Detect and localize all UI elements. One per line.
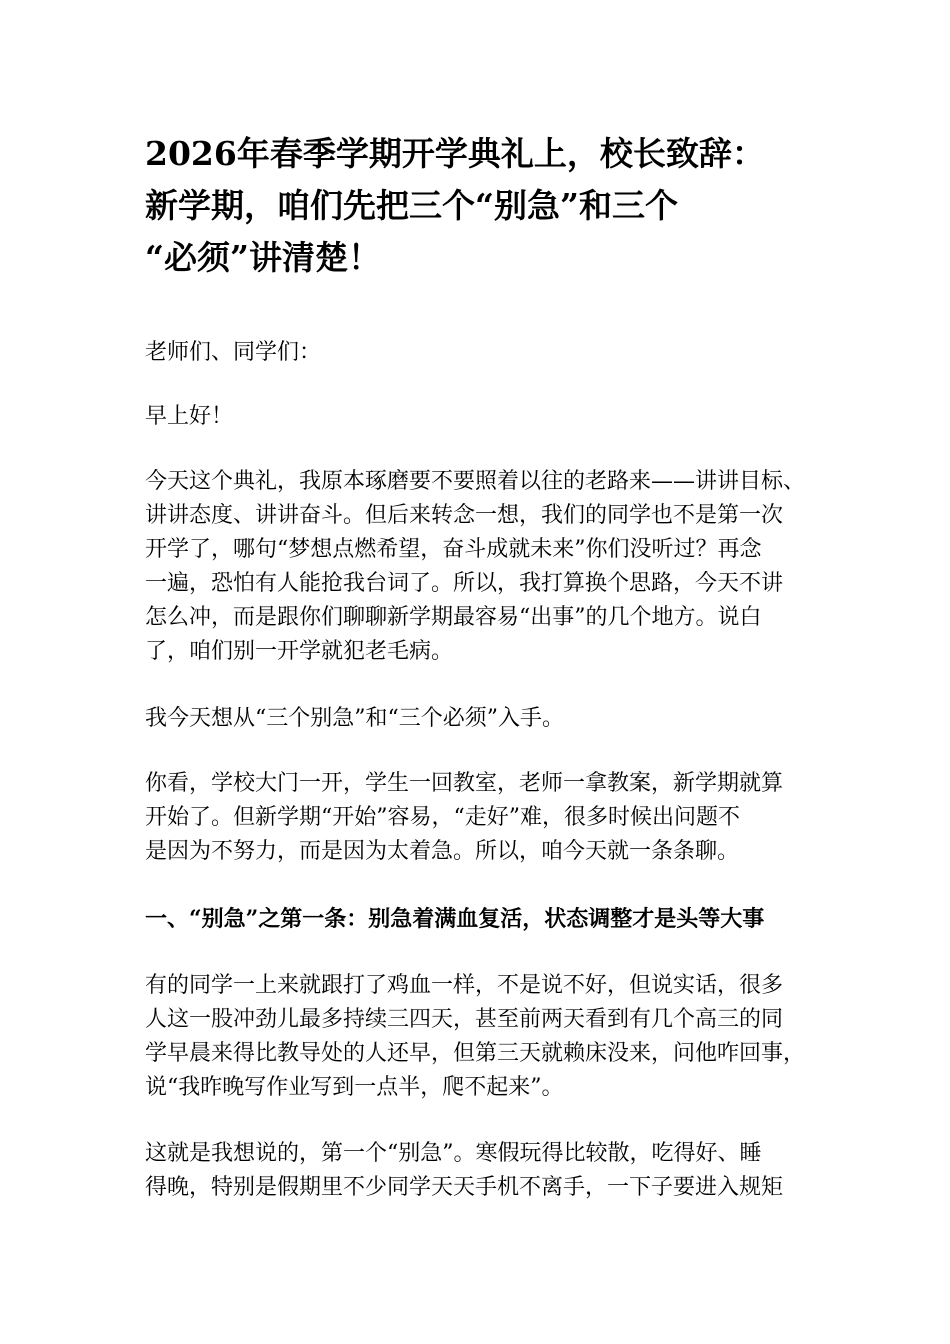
paragraph-line: 得晚，特别是假期里不少同学天天手机不离手，一下子要进入规矩 — [145, 1175, 784, 1200]
paragraph-intro — [145, 702, 805, 736]
section-heading — [145, 902, 805, 936]
paragraph-line: 开学了，哪句“梦想点燃希望，奋斗成就未来”你们没听过？再念 — [145, 537, 762, 562]
paragraph-line: 一遍，恐怕有人能抢我台词了。所以，我打算换个思路，今天不讲 — [145, 571, 784, 596]
paragraph-line: 有的同学一上来就跟打了鸡血一样，不是说不好，但说实话，很多 — [145, 973, 784, 998]
morning-text: 早上好！ — [145, 404, 234, 429]
paragraph-line: 你看，学校大门一开，学生一回教室，老师一拿教案，新学期就算 — [145, 771, 784, 796]
greeting — [145, 336, 805, 370]
section-heading-text: 一、“别急”之第一条：别急着满血复活，状态调整才是头等大事 — [145, 906, 765, 932]
paragraph-opening — [145, 465, 805, 669]
paragraph-example — [145, 969, 805, 1105]
paragraph-line: 怎么冲，而是跟你们聊聊新学期最容易“出事”的几个地方。说白 — [145, 605, 762, 630]
paragraph-line: 我今天想从“三个别急”和“三个必须”入手。 — [145, 706, 564, 731]
paragraph-line: 是因为不努力，而是因为太着急。所以，咱今天就一条条聊。 — [145, 839, 740, 864]
paragraph-line: 说“我昨晚写作业写到一点半，爬不起来”。 — [145, 1075, 564, 1100]
paragraph-context — [145, 767, 805, 869]
title-line: 新学期，咱们先把三个“别急”和三个 — [145, 186, 678, 225]
paragraph-line: 今天这个典礼，我原本琢磨要不要照着以往的老路来——讲讲目标、 — [145, 469, 806, 494]
document-title — [145, 128, 805, 284]
greeting-text: 老师们、同学们： — [145, 340, 322, 365]
title-line: 2026年春季学期开学典礼上，校长致辞： — [145, 134, 765, 173]
paragraph-line: 讲讲态度、讲讲奋斗。但后来转念一想，我们的同学也不是第一次 — [145, 503, 784, 528]
paragraph-line: 开始了。但新学期“开始”容易，“走好”难，很多时候出问题不 — [145, 805, 740, 830]
paragraph-line: 了，咱们别一开学就犯老毛病。 — [145, 639, 454, 664]
paragraph-first-point — [145, 1137, 805, 1205]
paragraph-line: 学早晨来得比教导处的人还早，但第三天就赖床没来，问他咋回事， — [145, 1041, 806, 1066]
morning-greeting — [145, 400, 805, 434]
paragraph-line: 这就是我想说的，第一个“别急”。寒假玩得比较散，吃得好、睡 — [145, 1141, 762, 1166]
title-line: “必须”讲清楚！ — [145, 238, 381, 277]
paragraph-line: 人这一股冲劲儿最多持续三四天，甚至前两天看到有几个高三的同 — [145, 1007, 784, 1032]
